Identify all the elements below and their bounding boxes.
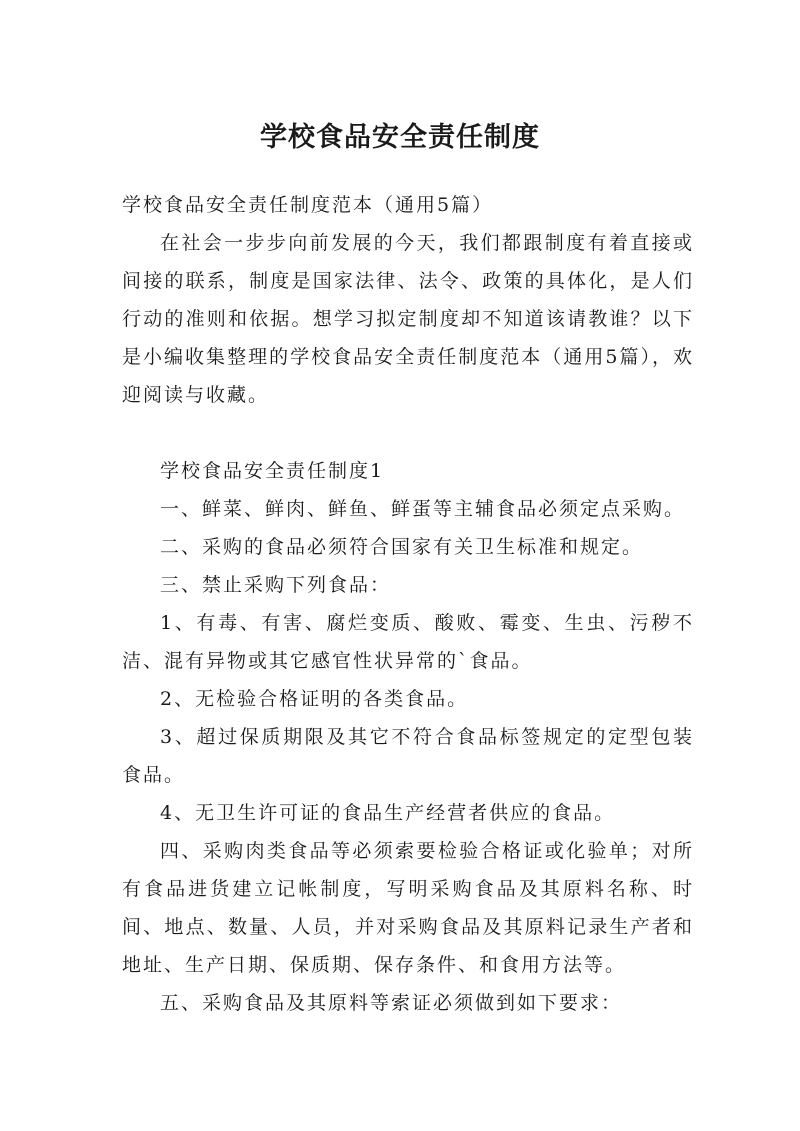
intro-paragraph: 在社会一步步向前发展的今天，我们都跟制度有着直接或间接的联系，制度是国家法律、法令、政策的具体化，是人们行动的准则和依据。想学习拟定制度却不知道该请教谁？以下是小编收集整理的学校食品安全责任制度范本（通用5篇），欢迎阅读与收藏。 [122,232,694,406]
rule-item-paragraph: 3、超过保质期限及其它不符合食品标签规定的定型包装食品。 [122,726,694,786]
document-title: 学校食品安全责任制度 [260,122,540,154]
rule-paragraph: 五、采购食品及其原料等索证必须做到如下要求： [160,992,623,1014]
subtitle-paragraph: 学校食品安全责任制度范本（通用5篇） [122,194,494,216]
document-body [122,186,694,1022]
rule-paragraph: 二、采购的食品必须符合国家有关卫生标准和规定。 [160,536,644,558]
rule-item-paragraph: 2、无检验合格证明的各类食品。 [160,688,469,710]
rule-paragraph: 四、采购肉类食品等必须索要检验合格证或化验单；对所有食品进货建立记帐制度，写明采购食品及其原料名称、时间、地点、数量、人员，并对采购食品及其原料记录生产者和地址、生产日期、保质期、保存条件、和食用方法等。 [122,840,694,976]
rule-item-paragraph: 4、无卫生许可证的食品生产经营者供应的食品。 [160,802,616,824]
rule-paragraph: 一、鲜菜、鲜肉、鲜鱼、鲜蛋等主辅食品必须定点采购。 [160,498,686,520]
rule-item-paragraph: 1、有毒、有害、腐烂变质、酸败、霉变、生虫、污秽不洁、混有异物或其它感官性状异常的`食品。 [122,612,694,672]
section-heading: 学校食品安全责任制度1 [160,460,385,482]
rule-paragraph: 三、禁止采购下列食品： [160,574,392,596]
